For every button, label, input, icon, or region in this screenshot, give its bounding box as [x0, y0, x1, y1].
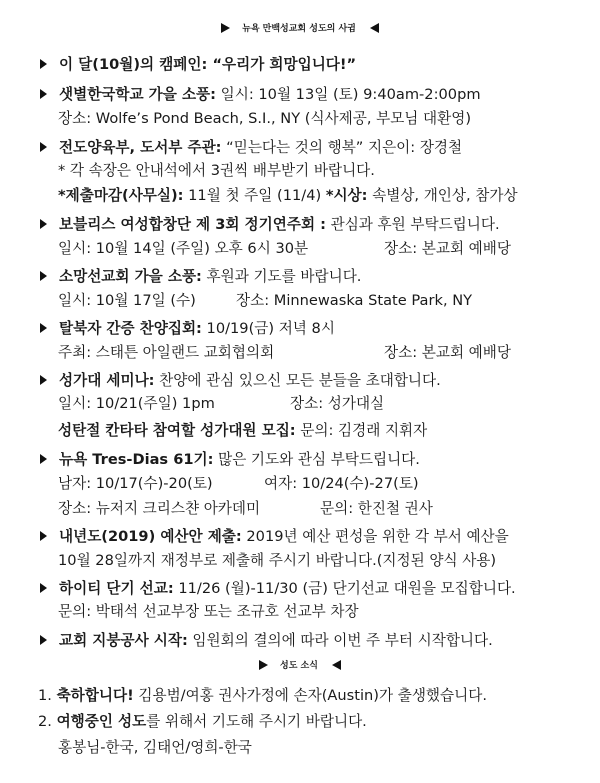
item-date: 일시: 10/21(주일) 1pm — [58, 395, 215, 412]
item-text: 찬양에 관심 있으신 모든 분들을 초대합니다. — [159, 372, 441, 389]
recruit-text: 문의: 김경래 지휘자 — [300, 422, 428, 439]
page-title: 뉴욕 만백성교회 성도의 사귐 — [242, 24, 356, 34]
recruit-label: 성탄절 칸타타 참여할 성가대원 모집: — [58, 422, 296, 439]
item-place: 장소: 본교회 예배당 — [384, 344, 511, 361]
bullet-icon — [40, 323, 47, 333]
item-contact: 문의: 한진철 권사 — [320, 500, 433, 517]
deadline-text: 11월 첫 주일 (11/4) — [188, 187, 322, 204]
item-label: 전도양육부, 도서부 주관: — [59, 139, 222, 156]
list-item — [40, 318, 335, 340]
triangle-left-icon — [370, 23, 379, 33]
item-detail — [58, 185, 518, 207]
item-text: 후원과 기도를 바랍니다. — [206, 268, 362, 285]
news-header — [0, 655, 600, 677]
bullet-icon — [40, 89, 47, 99]
item-label: 내년도(2019) 예산안 제출: — [59, 528, 242, 545]
item-label: 소망선교회 가을 소풍: — [59, 268, 202, 285]
triangle-left-icon — [332, 660, 341, 670]
item-text: 임원회의 결의에 따라 이번 주 부터 시작합니다. — [192, 632, 493, 649]
news-number: 2. — [38, 713, 52, 730]
item-date: 일시: 10월 17일 (수) — [58, 292, 196, 309]
news-item — [38, 685, 487, 707]
triangle-right-icon — [221, 23, 230, 33]
item-date: 일시: 10월 14일 (주일) 오후 6시 30분 — [58, 240, 309, 257]
list-item — [40, 266, 361, 288]
bullet-icon — [40, 531, 47, 541]
campaign-label: 이 달(10월)의 캠페인: — [59, 56, 208, 73]
bullet-icon — [40, 375, 47, 385]
item-text: 10/19(금) 저녁 8시 — [206, 320, 335, 337]
deadline-label: *제출마감(사무실): — [58, 187, 184, 204]
item-place: 장소: 뉴저지 크리스챤 아카데미 — [58, 500, 261, 517]
item-text: 11/26 (월)-11/30 (금) 단기선교 대원을 모집합니다. — [178, 580, 516, 597]
news-title: 성도 소식 — [280, 661, 318, 671]
page-header — [0, 18, 600, 40]
bullet-icon — [40, 59, 47, 69]
item-label: 성가대 세미나: — [59, 372, 155, 389]
item-detail: 장소: Wolfe’s Pond Beach, S.I., NY (식사제공, 부모님 대환영) — [58, 110, 472, 127]
list-item — [40, 84, 481, 106]
item-label: 하이티 단기 선교: — [59, 580, 174, 597]
news-text: 김용범/여홍 권사가정에 손자(Austin)가 출생했습니다. — [138, 687, 487, 704]
item-detail: 문의: 박태석 선교부장 또는 조규호 선교부 차장 — [58, 603, 359, 620]
item-text: 관심과 후원 부탁드립니다. — [330, 216, 500, 233]
item-text: 2019년 예산 편성을 위한 각 부서 예산을 — [246, 528, 509, 545]
triangle-right-icon — [259, 660, 268, 670]
item-place: 장소: 본교회 예배당 — [384, 240, 511, 257]
list-item — [40, 526, 509, 548]
item-label: 뉴욕 Tres-Dias 61기: — [59, 451, 214, 468]
list-item — [40, 214, 500, 236]
bullet-icon — [40, 271, 47, 281]
bullet-icon — [40, 219, 47, 229]
item-detail: 10월 28일까지 재정부로 제출해 주시기 바랍니다.(지정된 양식 사용) — [58, 552, 497, 569]
bullet-icon — [40, 454, 47, 464]
campaign-text: “우리가 희망입니다!” — [212, 56, 357, 73]
item-text: 많은 기도와 관심 부탁드립니다. — [218, 451, 420, 468]
item-text: 일시: 10월 13일 (토) 9:40am-2:00pm — [220, 86, 481, 103]
list-item — [40, 578, 516, 600]
item-label: 보블리스 여성합창단 제 3회 정기연주회 : — [59, 216, 326, 233]
item-place: 장소: Minnewaska State Park, NY — [236, 292, 473, 309]
bullet-icon — [40, 142, 47, 152]
award-text: 속별상, 개인상, 참가상 — [372, 187, 518, 204]
list-item — [40, 630, 493, 652]
list-item — [40, 137, 462, 159]
news-number: 1. — [38, 687, 52, 704]
item-text: “믿는다는 것의 행복” 지은이: 장경철 — [226, 139, 463, 156]
item-label: 샛별한국학교 가을 소풍: — [59, 86, 216, 103]
item-detail: * 각 속장은 안내석에서 3권씩 배부받기 바랍니다. — [58, 162, 375, 179]
award-label: *시상: — [325, 187, 368, 204]
news-text: 를 위해서 기도해 주시기 바랍니다. — [146, 713, 367, 730]
news-detail: 홍봉님-한국, 김태언/영희-한국 — [58, 739, 252, 756]
item-label: 탈북자 간증 찬양집회: — [59, 320, 202, 337]
news-label: 여행중인 성도 — [56, 713, 147, 730]
item-detail — [58, 420, 427, 442]
bullet-icon — [40, 583, 47, 593]
item-men: 남자: 10/17(수)-20(토) — [58, 475, 213, 492]
item-host: 주최: 스태튼 아일랜드 교회협의회 — [58, 344, 275, 361]
news-label: 축하합니다! — [56, 687, 134, 704]
list-item — [40, 449, 420, 471]
news-item — [38, 711, 367, 733]
campaign-item — [40, 54, 356, 76]
item-place: 장소: 성가대실 — [290, 395, 385, 412]
item-women: 여자: 10/24(수)-27(토) — [264, 475, 419, 492]
list-item — [40, 370, 441, 392]
item-label: 교회 지붕공사 시작: — [59, 632, 188, 649]
bullet-icon — [40, 635, 47, 645]
